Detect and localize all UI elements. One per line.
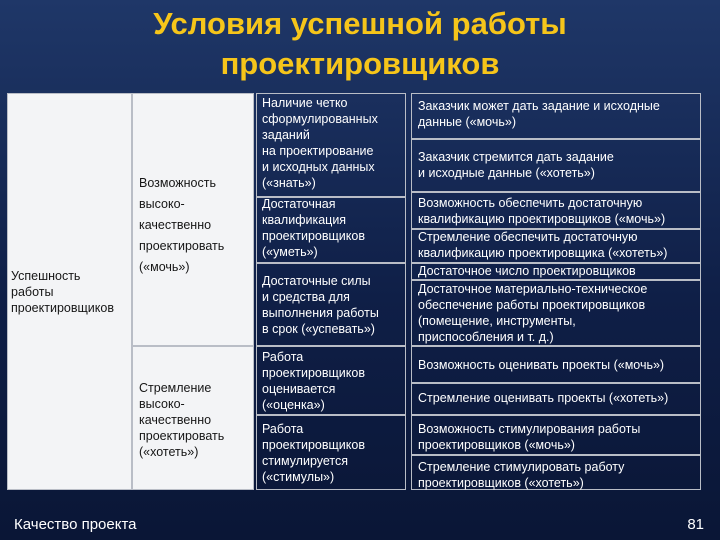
level3-label-incentives: Работа проектировщиков стимулируется («стимулы»): [262, 422, 365, 484]
level4-label-evaluate-can: Возможность оценивать проекты («мочь»): [418, 358, 665, 372]
title-line-1: Условия успешной работы: [153, 6, 567, 41]
level4-label-stimulate-can: Возможность стимулирования работы проектировщиков («мочь»): [418, 422, 641, 452]
level4-label-client-want: Заказчик стремится дать задание и исходные данные («хотеть»): [418, 150, 614, 180]
level3-label-evaluation: Работа проектировщиков оценивается («оценка»): [262, 350, 365, 412]
title-line-2: проектировщиков: [220, 46, 500, 81]
level4-label-client-can: Заказчик может дать задание и исходные данные («мочь»): [418, 99, 660, 129]
level3-label-skill: Достаточная квалификация проектировщиков («уметь»): [262, 197, 365, 259]
level4-label-qualification-want: Стремление обеспечить достаточную квалификацию проектировщика («хотеть»): [418, 230, 668, 260]
slide-title: [0, 4, 720, 84]
level3-label-know: Наличие четко сформулированных заданий на проектирование и исходных данных («знать»): [262, 96, 378, 190]
level4-label-equipment: Достаточное материально-техническое обеспечение работы проектировщиков (помещение, инструменты, приспособления и т. д.): [418, 282, 648, 344]
level4-label-evaluate-want: Стремление оценивать проекты («хотеть»): [418, 391, 669, 405]
footer-course-title: Качество проекта: [14, 516, 137, 533]
level2-label-can: Возможность высоко- качественно проектировать («мочь»): [139, 176, 225, 274]
level2-label-want: Стремление высоко- качественно проектировать («хотеть»): [139, 381, 225, 459]
level4-label-staff-count: Достаточное число проектировщиков: [418, 264, 636, 278]
page-number: 81: [687, 516, 704, 533]
level3-label-resources: Достаточные силы и средства для выполнения работы в срок («успевать»): [262, 274, 379, 336]
level4-label-stimulate-want: Стремление стимулировать работу проектировщиков («хотеть»): [418, 460, 625, 490]
level4-label-qualification-can: Возможность обеспечить достаточную квалификацию проектировщиков («мочь»): [418, 196, 666, 226]
level1-label: Успешность работы проектировщиков: [11, 269, 114, 315]
